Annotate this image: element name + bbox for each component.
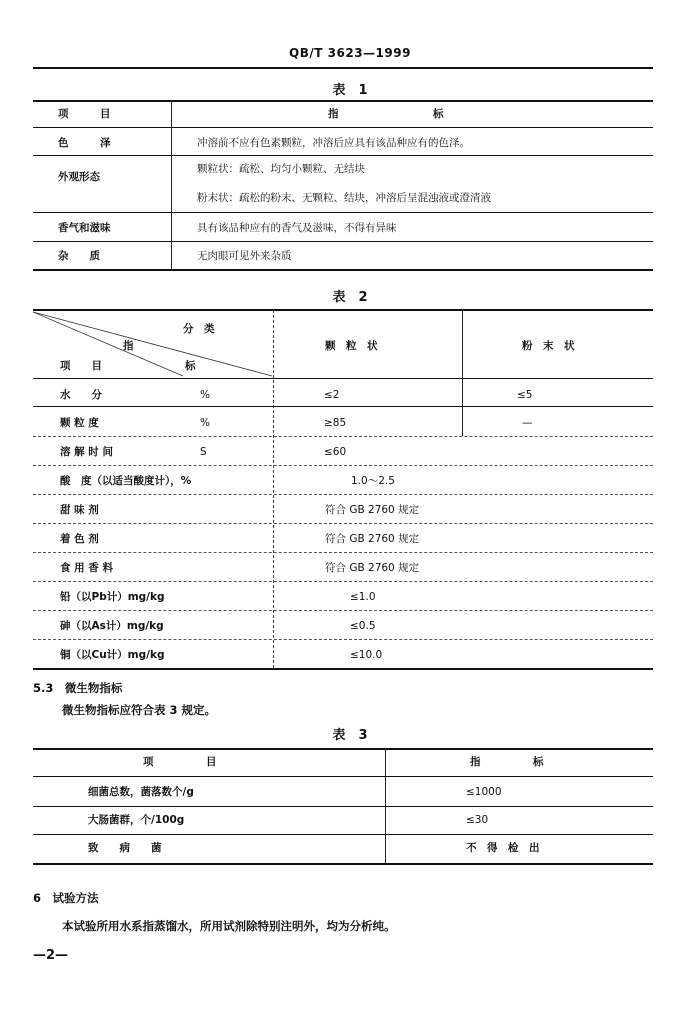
table2-col-powder: 粉 末 状 [522, 340, 575, 352]
table1-row-index: 无肉眼可见外来杂质 [197, 250, 292, 262]
table2-row-powder: ≤5 [517, 389, 533, 401]
table2-row-item: 着 色 剂 [60, 533, 99, 545]
table3-row-index: ≤1000 [466, 786, 502, 798]
table1-col-item: 项 目 [58, 108, 111, 120]
table1-row-index: 颗粒状：疏松、均匀小颗粒、无结块 [197, 163, 365, 175]
page-number: —2— [33, 948, 69, 963]
table1-row-index: 粉末状：疏松的粉末、无颗粒、结块，冲溶后呈混浊液或澄清液 [197, 192, 491, 204]
table3-caption: 表 3 [332, 728, 368, 743]
table3-row-index: 不 得 检 出 [466, 842, 540, 854]
table3-row-index: ≤30 [466, 814, 489, 826]
table3-row-item: 细菌总数，菌落数个/g [88, 786, 194, 798]
table2-caption: 表 2 [332, 290, 368, 305]
table2-row-item: 铜（以Cu计）mg/kg [60, 649, 165, 661]
table2-row-unit: % [200, 417, 210, 429]
table3-row-item: 大肠菌群，个/100g [88, 814, 185, 826]
table2-row-item: 砷（以As计）mg/kg [60, 620, 164, 632]
table1-row-item: 杂 质 [58, 250, 100, 262]
table2-row-item: 水 分 [60, 389, 102, 401]
table2-row-granular: ≤60 [324, 446, 347, 458]
table2-corner-item: 项 目 [60, 360, 102, 372]
table2-row-item: 铅（以Pb计）mg/kg [60, 591, 165, 603]
table2-row-granular: ≤10.0 [350, 649, 383, 661]
table1-row-item: 香气和滋味 [58, 222, 111, 234]
table2-corner-index: 指 [123, 340, 134, 352]
table2-row-item: 溶 解 时 间 [60, 446, 113, 458]
table1-row-item: 色 泽 [58, 137, 111, 149]
table3-col-index: 指 标 [470, 756, 544, 768]
table2-row-granular: 符合 GB 2760 规定 [325, 562, 420, 574]
table2-row-item: 食 用 香 料 [60, 562, 113, 574]
table2-corner-index2: 标 [185, 360, 196, 372]
table2-row-powder: — [522, 417, 533, 429]
table2-corner-category: 分 类 [183, 323, 215, 335]
table3-col-item: 项 目 [143, 756, 217, 768]
section-5-3-text: 微生物指标应符合表 3 规定。 [62, 703, 217, 717]
table2-row-item: 颗 粒 度 [60, 417, 99, 429]
table1-row-index: 冲溶前不应有色素颗粒，冲溶后应具有该品种应有的色泽。 [197, 137, 470, 149]
table2-row-granular: ≤1.0 [350, 591, 376, 603]
table2-row-granular: 符合 GB 2760 规定 [325, 533, 420, 545]
section-6-heading: 6 试验方法 [33, 891, 99, 905]
table2-col-granular: 颗 粒 状 [325, 340, 378, 352]
table1-caption: 表 1 [332, 83, 368, 98]
table2-row-granular: ≥85 [324, 417, 347, 429]
table2-row-item: 酸 度（以适当酸度计），% [60, 475, 192, 487]
table2-row-granular: ≤0.5 [350, 620, 376, 632]
table3-row-item: 致 病 菌 [88, 842, 162, 854]
standard-code: QB/T 3623—1999 [289, 46, 411, 60]
section-5-3-heading: 5.3 微生物指标 [33, 681, 123, 695]
table2-row-granular: ≤2 [324, 389, 340, 401]
header-rule [33, 67, 653, 69]
section-6-text: 本试验所用水系指蒸馏水，所用试剂除特别注明外，均为分析纯。 [62, 919, 396, 933]
table1-col-index: 指 标 [328, 108, 444, 120]
table2-row-unit: S [200, 446, 207, 458]
table1-row-item: 外观形态 [58, 171, 100, 183]
table2-row-granular: 1.0～2.5 [351, 475, 395, 487]
table1-row-index: 具有该品种应有的香气及滋味，不得有异味 [197, 222, 397, 234]
table2-row-granular: 符合 GB 2760 规定 [325, 504, 420, 516]
table2-row-unit: % [200, 389, 210, 401]
table2-row-item: 甜 味 剂 [60, 504, 99, 516]
